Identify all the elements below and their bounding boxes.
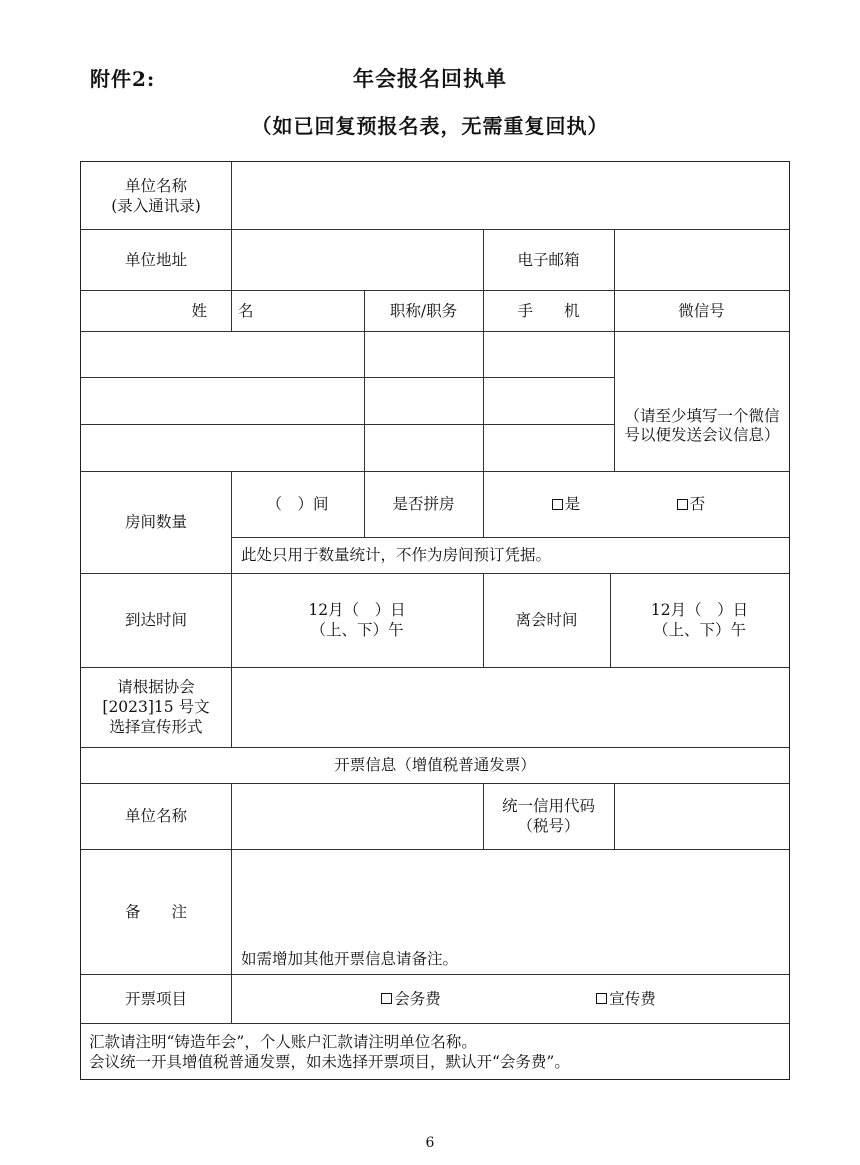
room-note: 此处只用于数量统计，不作为房间预订凭据。 [241,546,552,564]
phone-column-header: 手 机 [517,301,580,320]
attendee-title-field[interactable] [364,377,483,424]
checkbox-icon [596,993,607,1004]
email-field[interactable] [615,229,789,290]
checkbox-icon [677,499,688,510]
page-subtitle: （如已回复预报名表，无需重复回执） [251,114,609,138]
remark-note: 如需增加其他开票信息请备注。 [241,950,459,968]
attendee-phone-field[interactable] [483,377,614,424]
attachment-label: 附件2: [90,67,156,91]
org-address-field[interactable] [232,229,483,290]
room-count-field[interactable]: （ ）间 [266,495,329,513]
footer-note: 汇款请注明“铸造年会”，个人账户汇款请注明单位名称。 [89,1033,477,1051]
credit-code-field[interactable] [615,783,789,849]
org-name-field[interactable] [232,162,789,229]
arrival-label: 到达时间 [124,611,187,629]
attendee-title-field[interactable] [364,424,483,471]
invoice-item-label: 开票项目 [124,989,187,1008]
checkbox-icon [552,499,563,510]
room-count-label: 房间数量 [124,513,187,531]
wechat-column-header: 微信号 [678,301,725,320]
promo-field[interactable] [232,667,789,747]
share-room-yes-checkbox[interactable]: 是 [521,471,611,537]
share-room-no-checkbox[interactable]: 否 [641,471,741,537]
departure-time-field[interactable]: 12月（ ）日 （上、下）午 [650,601,749,639]
invoice-org-label: 单位名称 [124,807,187,825]
email-label: 电子邮箱 [517,250,580,269]
title-column-header: 职称/职务 [389,301,458,320]
remark-field[interactable] [232,849,789,939]
org-name-label: 单位名称 (录入通讯录) [111,176,201,215]
invoice-org-field[interactable] [232,783,483,849]
page-title: 年会报名回执单 [353,66,507,91]
promo-label: 请根据协会 [2023]15 号文 选择宣传形式 [102,678,210,736]
attendee-phone-field[interactable] [483,331,614,377]
share-room-label: 是否拼房 [392,495,455,513]
arrival-time-field[interactable]: 12月（ ）日 （上、下）午 [308,601,406,639]
departure-label: 离会时间 [515,611,578,629]
meeting-fee-checkbox[interactable]: 会务费 [361,974,461,1023]
invoice-section-header: 开票信息（增值税普通发票） [334,756,536,774]
attendee-name-field[interactable] [81,377,364,424]
name-column-header: 姓 名 [191,301,254,320]
attendee-phone-field[interactable] [483,424,614,471]
registration-form [80,161,790,1080]
attendee-name-field[interactable] [81,331,364,377]
credit-code-label: 统一信用代码 （税号） [501,797,595,835]
attendee-name-field[interactable] [81,424,364,471]
footer-notes [89,1026,785,1078]
promo-fee-checkbox[interactable]: 宣传费 [576,974,676,1023]
org-address-label: 单位地址 [124,250,187,269]
footer-note: 会议统一开具增值税普通发票，如未选择开票项目，默认开“会务费”。 [89,1053,570,1071]
wechat-note: （请至少填写一个微信号以便发送会议信息） [624,407,780,444]
remark-label: 备 注 [124,902,187,921]
attendee-title-field[interactable] [364,331,483,377]
checkbox-icon [381,993,392,1004]
page-number: 6 [425,1135,435,1151]
